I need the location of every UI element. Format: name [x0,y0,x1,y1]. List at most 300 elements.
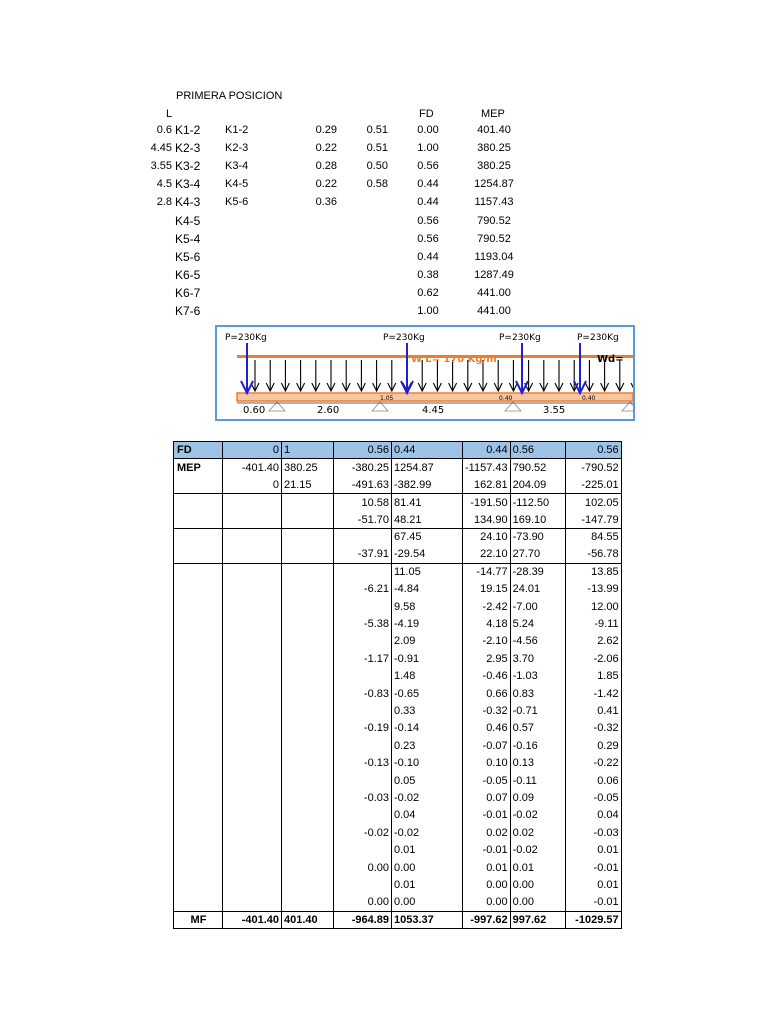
wd-label: Wd= [597,354,624,365]
table-cell: 1 [282,442,334,459]
table-cell: 380.25 [282,459,334,476]
span-length: 2.8 [156,196,172,209]
table-cell: -14.77 [463,563,511,580]
table-cell [223,876,282,893]
table-row [174,459,622,476]
table-cell [334,841,392,858]
mep-value: 790.52 [477,232,511,245]
table-cell: 0.44 [392,442,463,459]
stiffness-key: K3-4 [175,177,201,192]
table-cell: -0.02 [392,789,463,806]
table-cell: 2.62 [565,633,621,650]
table-cell [282,563,334,580]
table-row [174,528,622,545]
table-cell: -0.05 [565,789,621,806]
table-cell [282,598,334,615]
table-cell [282,737,334,754]
table-cell: 0.00 [392,894,463,911]
table-cell [282,546,334,563]
table-cell: -191.50 [463,494,511,511]
table-cell: 27.70 [510,546,565,563]
table-cell: -0.83 [334,685,392,702]
table-cell: 0.01 [510,859,565,876]
table-cell: -0.01 [565,859,621,876]
table-cell: -997.62 [463,911,511,928]
table-row [174,702,622,719]
span-length: 4.45 [150,142,172,155]
distributed-load-label: W'L= 170 Kg/m [411,354,497,365]
table-cell: -0.01 [463,841,511,858]
table-cell: 1053.37 [392,911,463,928]
row-label [174,494,223,511]
table-cell [223,789,282,806]
table-cell: 0.04 [565,807,621,824]
table-cell: -6.21 [334,581,392,598]
dimension-label: 2.60 [317,405,340,416]
table-cell [282,668,334,685]
table-cell [282,511,334,528]
table-cell: 24.10 [463,528,511,545]
mep-value: 1287.49 [474,268,514,281]
table-row [174,476,622,493]
mep-value: 380.25 [477,160,511,173]
table-row [174,633,622,650]
table-cell: 0.41 [565,702,621,719]
row-label [174,511,223,528]
table-cell: 3.70 [510,650,565,667]
beam [237,393,633,401]
table-row [174,581,622,598]
table-cell: 2.95 [463,650,511,667]
table-cell: 169.10 [510,511,565,528]
table-cell: 134.90 [463,511,511,528]
table-cell [282,807,334,824]
stiffness-name: K1-2 [225,124,249,136]
table-cell: -4.56 [510,633,565,650]
table-cell: -4.84 [392,581,463,598]
table-cell [223,720,282,737]
table-cell: -1.17 [334,650,392,667]
mep-value: 1157.43 [474,196,514,209]
fd-value: 0.56 [417,232,439,245]
table-cell [223,511,282,528]
row-label [174,894,223,911]
table-cell: 0.01 [392,841,463,858]
span-length: 3.55 [150,160,172,173]
stiffness-name: K2-3 [225,142,249,155]
row-label [174,720,223,737]
table-cell: -1.42 [565,685,621,702]
table-cell: 0.00 [463,894,511,911]
stiffness-key: K5-4 [175,231,201,246]
table-cell: -0.46 [463,668,511,685]
table-cell: 19.15 [463,581,511,598]
table-cell: 401.40 [282,911,334,928]
fd-value: 1.00 [417,305,439,317]
table-cell [334,807,392,824]
stiffness-key: K7-6 [175,304,201,318]
table-cell: 0.56 [565,442,621,459]
table-cell [282,650,334,667]
table-cell [223,650,282,667]
row-label [174,789,223,806]
table-cell: 102.05 [565,494,621,511]
table-cell: -112.50 [510,494,565,511]
row-label [174,650,223,667]
table-cell [334,598,392,615]
mep-value: 401.40 [477,124,511,136]
table-cell: 0.04 [392,807,463,824]
table-cell: -401.40 [223,911,282,928]
table-cell [334,702,392,719]
row-label [174,546,223,563]
table-cell [282,528,334,545]
table-cell: -2.06 [565,650,621,667]
table-cell: 84.55 [565,528,621,545]
table-row [174,546,622,563]
table-cell: 4.18 [463,615,511,632]
stiffness-name: K5-6 [225,196,249,209]
table-cell: 12.00 [565,598,621,615]
stiffness-name: K3-4 [225,160,249,173]
table-cell: 21.15 [282,476,334,493]
table-cell: 2.09 [392,633,463,650]
table-cell [223,546,282,563]
row-label [174,876,223,893]
table-cell: 0 [223,476,282,493]
table-cell: 0.56 [510,442,565,459]
table-cell: 22.10 [463,546,511,563]
table-cell: -9.11 [565,615,621,632]
table-cell [282,702,334,719]
table-cell: -491.63 [334,476,392,493]
table-cell: 0.83 [510,685,565,702]
table-cell: 0.00 [392,859,463,876]
table-cell: -0.32 [463,702,511,719]
row-label [174,772,223,789]
distributed-load-arrowhead [631,383,633,391]
row-label [174,633,223,650]
fd-value: 0.56 [417,214,439,227]
table-cell [223,563,282,580]
beam-load-diagram [215,325,635,421]
table-cell: -7.00 [510,598,565,615]
table-cell: -0.03 [565,824,621,841]
dimension-label: 3.55 [543,405,566,416]
table-cell [282,755,334,772]
table-cell: -380.25 [334,459,392,476]
table-cell [282,841,334,858]
stiffness-key: K3-2 [175,159,201,174]
mep-value: 1254.87 [474,178,514,191]
column-header-fd: FD [419,108,434,120]
table-cell: -0.14 [392,720,463,737]
stiffness-value-b: 0.58 [366,178,388,191]
table-cell: -382.99 [392,476,463,493]
table-cell: -0.91 [392,650,463,667]
table-cell: -0.02 [334,824,392,841]
table-cell: -0.03 [334,789,392,806]
dimension-label: 0.60 [243,405,266,416]
table-cell [334,876,392,893]
table-cell: -401.40 [223,459,282,476]
span-length: 0.6 [156,124,172,136]
moment-distribution-table [173,441,622,929]
table-cell [223,581,282,598]
stiffness-key: K5-6 [175,249,201,264]
table-cell [282,772,334,789]
table-cell: 0.44 [463,442,511,459]
row-label [174,476,223,493]
fd-value: 0.44 [417,250,439,263]
row-label [174,755,223,772]
mep-value: 1193.04 [474,250,514,263]
table-cell: -0.16 [510,737,565,754]
row-label [174,859,223,876]
row-label: MEP [174,459,223,476]
table-cell: 9.58 [392,598,463,615]
fd-value: 0.44 [417,178,439,191]
table-cell [223,894,282,911]
row-label: FD [174,442,223,459]
table-row [174,615,622,632]
table-cell [223,841,282,858]
table-row [174,841,622,858]
table-cell: -0.32 [565,720,621,737]
table-cell: 0.13 [510,755,565,772]
table-cell: 13.85 [565,563,621,580]
stiffness-value-a: 0.29 [315,124,337,136]
table-cell [334,528,392,545]
table-cell [282,720,334,737]
table-row [174,563,622,580]
stiffness-value-b: 0.50 [366,160,388,173]
table-row [174,685,622,702]
stiffness-value-a: 0.22 [315,142,337,155]
table-cell [223,615,282,632]
table-cell [282,789,334,806]
table-cell: -0.02 [510,841,565,858]
table-cell [282,685,334,702]
table-cell: 0.06 [565,772,621,789]
table-cell: 1.48 [392,668,463,685]
table-cell: 10.58 [334,494,392,511]
table-cell: -1029.57 [565,911,621,928]
table-row [174,494,622,511]
fd-value: 0.62 [417,286,439,299]
fd-value: 1.00 [417,142,439,155]
dimension-label: 4.45 [422,405,445,416]
span-length: 4.5 [156,178,172,191]
fd-value: 0.38 [417,268,439,281]
table-cell [334,633,392,650]
stiffness-key: K4-3 [175,195,201,210]
fd-value: 0.00 [417,124,439,136]
table-row [174,755,622,772]
column-header-l: L [166,108,173,120]
table-cell: 81.41 [392,494,463,511]
table-cell [223,755,282,772]
table-row [174,668,622,685]
table-cell: 0.09 [510,789,565,806]
row-label [174,702,223,719]
stiffness-name: K4-5 [225,178,249,191]
table-row [174,789,622,806]
row-label [174,737,223,754]
table-cell [223,737,282,754]
table-cell: -29.54 [392,546,463,563]
table-cell [282,633,334,650]
table-cell [282,494,334,511]
table-cell: -147.79 [565,511,621,528]
row-label [174,563,223,580]
table-cell: 0.29 [565,737,621,754]
table-cell: -28.39 [510,563,565,580]
dimension-label-small: 1.05 [380,395,394,402]
table-cell [223,772,282,789]
table-cell: 0.02 [510,824,565,841]
table-cell: -0.22 [565,755,621,772]
table-row [174,442,622,459]
table-cell: -0.01 [565,894,621,911]
table-cell: 0.66 [463,685,511,702]
table-cell: 5.24 [510,615,565,632]
table-row [174,720,622,737]
stiffness-key: K4-5 [175,213,201,228]
table-cell [334,563,392,580]
table-cell [223,598,282,615]
table-cell: 0.00 [463,876,511,893]
row-label [174,685,223,702]
table-cell: 1254.87 [392,459,463,476]
table-cell: 204.09 [510,476,565,493]
row-label [174,841,223,858]
table-cell: 0.10 [463,755,511,772]
table-cell: 11.05 [392,563,463,580]
table-cell [223,824,282,841]
table-cell [223,528,282,545]
table-cell: -964.89 [334,911,392,928]
table-row [174,894,622,911]
point-load-label: P=230Kg [577,333,619,343]
stiffness-value-a: 0.22 [315,178,337,191]
table-cell: 0.01 [463,859,511,876]
table-cell: -13.99 [565,581,621,598]
row-label [174,615,223,632]
dimension-label-small: 0.40 [582,395,596,402]
row-label [174,581,223,598]
table-cell: -1157.43 [463,459,511,476]
table-cell: -225.01 [565,476,621,493]
table-row [174,737,622,754]
fd-value: 0.44 [417,196,439,209]
table-cell: 24.01 [510,581,565,598]
table-cell [223,807,282,824]
table-cell: -73.90 [510,528,565,545]
table-cell [282,894,334,911]
table-cell: -51.70 [334,511,392,528]
table-cell: -2.42 [463,598,511,615]
table-cell [223,685,282,702]
table-cell [282,876,334,893]
table-cell: 0.57 [510,720,565,737]
table-cell [334,737,392,754]
section-heading: PRIMERA POSICION [176,90,283,102]
table-cell [334,772,392,789]
table-row [174,911,622,928]
table-cell: 0.46 [463,720,511,737]
table-cell [282,615,334,632]
table-cell: 1.85 [565,668,621,685]
table-cell: -0.71 [510,702,565,719]
table-cell: 67.45 [392,528,463,545]
table-row [174,598,622,615]
stiffness-key: K6-7 [175,285,201,300]
table-cell: 0.02 [463,824,511,841]
table-cell: -5.38 [334,615,392,632]
table-cell: 0.00 [334,894,392,911]
table-cell: -0.19 [334,720,392,737]
table-cell: -37.91 [334,546,392,563]
table-cell: -2.10 [463,633,511,650]
table-cell: 48.21 [392,511,463,528]
table-cell: -0.02 [510,807,565,824]
point-load-label: P=230Kg [225,333,267,343]
table-row [174,511,622,528]
table-cell [223,859,282,876]
table-cell: -0.01 [463,807,511,824]
table-cell [282,581,334,598]
mep-value: 441.00 [477,286,511,299]
stiffness-key: K2-3 [175,141,201,156]
table-row [174,772,622,789]
fd-value: 0.56 [417,160,439,173]
table-cell: 0.00 [334,859,392,876]
table-row [174,824,622,841]
table-cell: 790.52 [510,459,565,476]
table-cell [282,824,334,841]
table-cell: 997.62 [510,911,565,928]
table-cell: 0.56 [334,442,392,459]
table-cell [223,668,282,685]
mep-value: 380.25 [477,142,511,155]
table-cell: 0.23 [392,737,463,754]
table-cell: 0.07 [463,789,511,806]
mep-value: 441.00 [477,305,511,317]
table-cell: 0.01 [565,876,621,893]
table-cell: -1.03 [510,668,565,685]
table-cell: -0.10 [392,755,463,772]
table-cell: -0.05 [463,772,511,789]
row-label [174,598,223,615]
table-cell [334,668,392,685]
stiffness-key: K1-2 [175,123,201,137]
stiffness-value-b: 0.51 [366,124,388,136]
table-cell: 0.01 [565,841,621,858]
stiffness-value-a: 0.36 [315,196,337,209]
table-cell [282,859,334,876]
table-cell: 0.00 [510,894,565,911]
row-label [174,807,223,824]
table-cell: 162.81 [463,476,511,493]
table-cell: 0 [223,442,282,459]
point-load-label: P=230Kg [383,333,425,343]
table-cell: -56.78 [565,546,621,563]
table-row [174,807,622,824]
column-header-mep: MEP [481,108,505,120]
table-cell: -0.07 [463,737,511,754]
dimension-label-small: 0.40 [499,395,513,402]
